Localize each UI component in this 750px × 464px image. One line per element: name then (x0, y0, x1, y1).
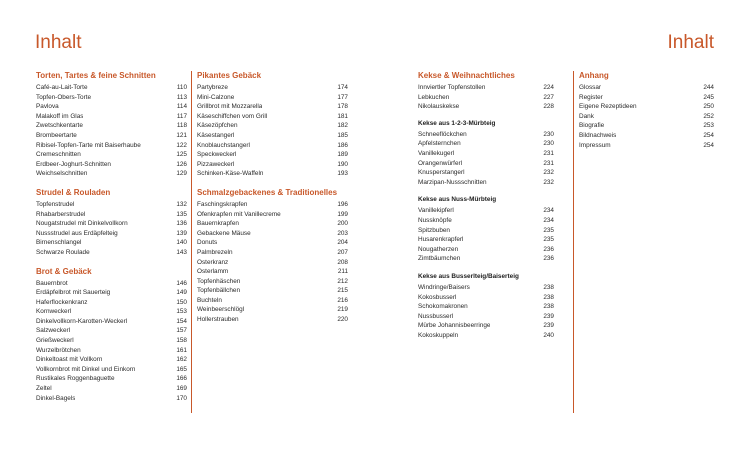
toc-entry[interactable] (36, 298, 187, 308)
entry-title: Salzweckerl (36, 327, 71, 335)
toc-entry[interactable] (36, 307, 187, 317)
entry-title: Käsezöpfchen (197, 122, 238, 130)
page-number: 208 (337, 258, 348, 266)
toc-entry[interactable] (418, 83, 554, 93)
entry-title: Dinkeltoast mit Vollkorn (36, 356, 103, 364)
toc-entry[interactable] (36, 326, 187, 336)
toc-entry[interactable] (36, 121, 187, 131)
page-number: 113 (176, 93, 187, 101)
toc-subsection (418, 273, 554, 341)
toc-entry[interactable] (36, 279, 187, 289)
section-heading: Torten, Tartes & feine Schnitten (36, 71, 156, 80)
page-number: 166 (176, 375, 187, 383)
page-number: 236 (543, 245, 554, 253)
toc-entry[interactable] (418, 206, 554, 216)
toc-entry[interactable] (36, 83, 187, 93)
entry-title: Windringe/Baisers (418, 283, 470, 291)
page-number: 185 (337, 131, 348, 139)
toc-entry[interactable] (197, 267, 348, 277)
toc-entry[interactable] (418, 93, 554, 103)
page-number: 234 (543, 216, 554, 224)
page-number: 235 (543, 226, 554, 234)
page-number: 143 (176, 248, 187, 256)
entry-title: Hollerstrauben (197, 316, 239, 324)
entry-title: Ofenkrapfen mit Vanillecreme (197, 210, 281, 218)
toc-section (36, 71, 187, 179)
entry-title: Knusperstangerl (418, 169, 465, 177)
toc-column-4 (579, 71, 714, 159)
entry-title: Ribisel-Topfen-Tarte mit Baiserhaube (36, 141, 141, 149)
entry-title: Weinbeerschlögl (197, 306, 245, 314)
entry-title: Topfen-Obers-Torte (36, 93, 92, 101)
page-number: 224 (543, 84, 554, 91)
toc-entry[interactable] (197, 112, 348, 122)
page-number: 178 (337, 103, 348, 111)
entry-title: Pizzaweckerl (197, 160, 235, 168)
page-number: 204 (337, 239, 348, 247)
page-number: 211 (337, 268, 348, 276)
entry-title: Käseschiffchen vom Grill (197, 112, 268, 120)
entry-title: Zeltel (36, 385, 52, 393)
entry-title: Impressum (579, 141, 611, 149)
page-number: 154 (176, 317, 187, 325)
entry-title: Schwarze Roulade (36, 248, 90, 256)
toc-entry[interactable] (197, 150, 348, 160)
page-number: 121 (176, 131, 187, 139)
page-number: 190 (337, 160, 348, 168)
toc-column-3 (418, 71, 554, 349)
toc-entry[interactable] (418, 178, 554, 188)
page-number: 239 (543, 322, 554, 330)
entry-title: Topfenbällchen (197, 287, 240, 295)
toc-entry[interactable] (418, 321, 554, 331)
column-divider (191, 71, 192, 413)
page-number: 244 (703, 84, 714, 91)
toc-entry[interactable] (197, 296, 348, 306)
page-number: 193 (337, 170, 348, 178)
entry-title: Gebackene Mäuse (197, 229, 251, 237)
page-number: 220 (337, 316, 348, 324)
page-number: 232 (543, 169, 554, 177)
toc-entry[interactable] (197, 277, 348, 287)
entry-title: Palmbrezeln (197, 248, 233, 256)
entry-title: Käsestangerl (197, 131, 235, 139)
toc-entry[interactable] (36, 131, 187, 141)
toc-entry[interactable] (36, 102, 187, 112)
entry-title: Lebkuchen (418, 93, 450, 101)
toc-entry[interactable] (418, 302, 554, 312)
entry-title: Topfenhäschen (197, 277, 241, 285)
page-number: 186 (337, 141, 348, 149)
page-number: 239 (543, 312, 554, 320)
page-number: 161 (176, 346, 187, 354)
page-number: 136 (176, 220, 187, 228)
toc-entry[interactable] (36, 394, 187, 404)
page-number: 200 (337, 220, 348, 228)
toc-entry[interactable] (36, 346, 187, 356)
toc-entry[interactable] (418, 283, 554, 293)
page-number: 140 (176, 239, 187, 247)
page-number: 252 (703, 112, 714, 120)
page-number: 150 (176, 298, 187, 306)
toc-entry[interactable] (197, 258, 348, 268)
toc-entry[interactable] (36, 365, 187, 375)
toc-entry[interactable] (36, 141, 187, 151)
toc-entry[interactable] (36, 169, 187, 179)
entry-title: Rustikales Roggenbaguette (36, 375, 115, 383)
toc-subsection (418, 120, 554, 188)
page-number: 228 (543, 103, 554, 111)
toc-entry[interactable] (418, 159, 554, 169)
toc-entry[interactable] (418, 139, 554, 149)
page-number: 231 (543, 159, 554, 167)
toc-entry[interactable] (418, 312, 554, 322)
toc-entry[interactable] (418, 102, 554, 112)
page-number: 219 (337, 306, 348, 314)
toc-entry[interactable] (36, 288, 187, 298)
toc-entry[interactable] (36, 248, 187, 258)
entry-title: Mini-Calzone (197, 93, 235, 101)
subsection-heading: Kekse aus Busserlteig/Baiserteig (418, 272, 519, 280)
entry-title: Grießweckerl (36, 337, 74, 345)
entry-title: Bauernbrot (36, 279, 68, 287)
entry-title: Birnenschlangel (36, 239, 82, 247)
entry-title: Osterkranz (197, 258, 229, 266)
page-number: 149 (176, 289, 187, 297)
entry-title: Kornweckerl (36, 308, 72, 316)
page-number: 238 (543, 283, 554, 291)
section-heading: Kekse & Weihnachtliches (418, 71, 515, 80)
page-number: 132 (176, 200, 187, 208)
page-number: 216 (337, 296, 348, 304)
entry-title: Dank (579, 112, 594, 120)
entry-title: Marzipan-Nussschnitten (418, 178, 487, 186)
page-number: 199 (337, 210, 348, 218)
entry-title: Topfenstrudel (36, 200, 75, 208)
toc-entry[interactable] (197, 210, 348, 220)
toc-entry[interactable] (197, 286, 348, 296)
entry-title: Donuts (197, 239, 218, 247)
toc-entry[interactable] (197, 229, 348, 239)
entry-title: Spitzbuben (418, 226, 450, 234)
entry-title: Schneeflöckchen (418, 130, 467, 138)
page-number: 254 (703, 141, 714, 149)
entry-title: Innviertler Topfenstollen (418, 84, 486, 91)
entry-title: Vanillekipferl (418, 207, 454, 215)
toc-entry[interactable] (197, 131, 348, 141)
toc-entry[interactable] (36, 160, 187, 170)
section-heading: Strudel & Rouladen (36, 187, 111, 197)
toc-section (418, 71, 554, 340)
page-number: 250 (703, 103, 714, 111)
page-number: 212 (337, 277, 348, 285)
entry-title: Wurzelbrötchen (36, 346, 81, 354)
page-number: 245 (703, 93, 714, 101)
page-number: 203 (337, 229, 348, 237)
entry-title: Nussstrudel aus Erdäpfelteig (36, 229, 118, 237)
section-heading: Schmalzgebackenes & Traditionelles (197, 187, 338, 197)
page-number: 139 (176, 229, 187, 237)
entry-title: Bauernkrapfen (197, 220, 239, 228)
page-number: 230 (543, 130, 554, 138)
toc-entry[interactable] (36, 355, 187, 365)
entry-title: Kokoskuppeln (418, 331, 459, 339)
toc-entry[interactable] (418, 235, 554, 245)
toc-entry[interactable] (36, 112, 187, 122)
entry-title: Nikolauskekse (418, 103, 460, 111)
toc-entry[interactable] (197, 248, 348, 258)
toc-entry[interactable] (579, 141, 714, 151)
entry-title: Nussbusserl (418, 312, 454, 320)
page-number: 232 (543, 178, 554, 186)
toc-entry[interactable] (36, 219, 187, 229)
toc-entry[interactable] (197, 305, 348, 315)
toc-entry[interactable] (197, 219, 348, 229)
page-number: 238 (543, 303, 554, 311)
toc-entry[interactable] (197, 169, 348, 179)
toc-entry[interactable] (579, 121, 714, 131)
toc-entry[interactable] (418, 254, 554, 264)
page-title-right: Inhalt (667, 32, 714, 53)
toc-entry[interactable] (579, 93, 714, 103)
page-number: 235 (543, 236, 554, 244)
page-number: 125 (176, 151, 187, 159)
entry-title: Register (579, 93, 603, 101)
toc-entry[interactable] (36, 93, 187, 103)
page-number: 227 (543, 93, 554, 101)
toc-column-2 (197, 71, 348, 334)
page-number: 254 (703, 131, 714, 139)
entry-title: Husarenkrapferl (418, 236, 464, 244)
entry-title: Café-au-Lait-Torte (36, 84, 88, 91)
entry-title: Haferflockenkranz (36, 298, 88, 306)
page-number: 117 (176, 112, 187, 120)
page-number: 236 (543, 255, 554, 263)
toc-entry[interactable] (36, 317, 187, 327)
toc-entry[interactable] (579, 83, 714, 93)
entry-title: Biografie (579, 122, 605, 130)
toc-entry[interactable] (418, 293, 554, 303)
toc-column-1 (36, 71, 187, 412)
toc-entry[interactable] (579, 102, 714, 112)
toc-entry[interactable] (36, 210, 187, 220)
entry-title: Speckweckerl (197, 151, 237, 159)
toc-entry[interactable] (36, 336, 187, 346)
page-number: 189 (337, 151, 348, 159)
entry-title: Erdäpfelbrot mit Sauerteig (36, 289, 111, 297)
entry-title: Osterlamm (197, 268, 229, 276)
entry-title: Pavlova (36, 103, 59, 111)
subsection-heading: Kekse aus Nuss-Mürbteig (418, 196, 497, 204)
entry-title: Kokosbusserl (418, 293, 457, 301)
entry-title: Vollkornbrot mit Dinkel und Einkorn (36, 365, 136, 373)
page-number: 122 (176, 141, 187, 149)
toc-entry[interactable] (197, 121, 348, 131)
section-heading: Pikantes Gebäck (197, 71, 262, 80)
section-heading: Brot & Gebäck (36, 266, 92, 276)
entry-title: Nussknöpfe (418, 216, 452, 224)
page-number: 157 (176, 327, 187, 335)
entry-title: Schinken-Käse-Waffeln (197, 170, 264, 178)
toc-entry[interactable] (197, 141, 348, 151)
entry-title: Brombeertarte (36, 131, 77, 139)
page-number: 182 (337, 122, 348, 130)
page-number: 165 (176, 365, 187, 373)
entry-title: Zwetschkentarte (36, 122, 83, 130)
entry-title: Weichselschnitten (36, 170, 88, 178)
toc-entry[interactable] (579, 131, 714, 141)
entry-title: Nougatherzen (418, 245, 459, 253)
toc-subsection (418, 196, 554, 264)
toc-section (197, 71, 348, 179)
entry-title: Erdbeer-Joghurt-Schnitten (36, 160, 111, 168)
toc-section (197, 188, 348, 325)
toc-entry[interactable] (36, 150, 187, 160)
toc-entry[interactable] (418, 331, 554, 341)
entry-title: Dinkel-Bagels (36, 394, 76, 402)
entry-title: Buchteln (197, 296, 222, 304)
page-number: 215 (337, 287, 348, 295)
page-number: 129 (176, 170, 187, 178)
entry-title: Bildnachweis (579, 131, 617, 139)
entry-title: Zimtbäumchen (418, 255, 461, 263)
entry-title: Rhabarberstrudel (36, 210, 86, 218)
entry-title: Orangenwürferl (418, 159, 463, 167)
entry-title: Eigene Rezeptideen (579, 103, 637, 111)
page-number: 231 (543, 149, 554, 157)
entry-title: Grillbrot mit Mozzarella (197, 103, 263, 111)
toc-section (36, 267, 187, 404)
entry-title: Partybreze (197, 84, 228, 91)
toc-entry[interactable] (36, 229, 187, 239)
column-divider (573, 71, 574, 413)
page-number: 169 (176, 385, 187, 393)
page-number: 234 (543, 207, 554, 215)
toc-entry[interactable] (197, 315, 348, 325)
entry-title: Mürbe Johannisbeerringe (418, 322, 491, 330)
page-number: 162 (176, 356, 187, 364)
toc-entry[interactable] (36, 200, 187, 210)
page-number: 230 (543, 140, 554, 148)
entry-title: Nougatstrudel mit Dinkelvollkorn (36, 220, 128, 228)
entry-title: Faschingskrapfen (197, 200, 248, 208)
page-number: 253 (703, 122, 714, 130)
toc-entry[interactable] (418, 226, 554, 236)
toc-entry[interactable] (418, 168, 554, 178)
toc-entry[interactable] (197, 83, 348, 93)
toc-entry[interactable] (197, 238, 348, 248)
spacer (418, 112, 554, 120)
entry-title: Knoblauchstangerl (197, 141, 250, 149)
page-number: 146 (176, 279, 187, 287)
toc-entry[interactable] (197, 160, 348, 170)
page-number: 170 (176, 394, 187, 402)
page-number: 196 (337, 200, 348, 208)
toc-entry[interactable] (197, 200, 348, 210)
toc-entry[interactable] (36, 384, 187, 394)
page-number: 240 (543, 331, 554, 339)
toc-entry[interactable] (418, 245, 554, 255)
entry-title: Schokomakronen (418, 303, 468, 311)
toc-entry[interactable] (36, 238, 187, 248)
page-number: 181 (337, 112, 348, 120)
page-number: 174 (337, 84, 348, 91)
toc-section (579, 71, 714, 150)
entry-title: Glossar (579, 84, 602, 91)
toc-entry[interactable] (197, 102, 348, 112)
toc-entry[interactable] (579, 112, 714, 122)
toc-entry[interactable] (418, 130, 554, 140)
entry-title: Apfelsternchen (418, 140, 461, 148)
toc-section (36, 188, 187, 258)
entry-title: Dinkelvollkorn-Karotten-Weckerl (36, 317, 128, 325)
toc-entry[interactable] (36, 374, 187, 384)
page-number: 135 (176, 210, 187, 218)
toc-entry[interactable] (418, 216, 554, 226)
page-number: 126 (176, 160, 187, 168)
page-number: 118 (176, 122, 187, 130)
page-number: 207 (337, 248, 348, 256)
entry-title: Cremeschnitten (36, 151, 81, 159)
page-number: 153 (176, 308, 187, 316)
subsection-heading: Kekse aus 1-2-3-Mürbteig (418, 119, 496, 127)
entry-title: Malakoff im Glas (36, 112, 84, 120)
section-heading: Anhang (579, 71, 609, 80)
toc-entry[interactable] (197, 93, 348, 103)
toc-entry[interactable] (418, 149, 554, 159)
page-number: 110 (176, 84, 187, 91)
page-title-left: Inhalt (35, 32, 82, 53)
page-number: 114 (176, 103, 187, 111)
page-number: 238 (543, 293, 554, 301)
page-number: 158 (176, 337, 187, 345)
page-number: 177 (337, 93, 348, 101)
entry-title: Vanillekugerl (418, 149, 455, 157)
